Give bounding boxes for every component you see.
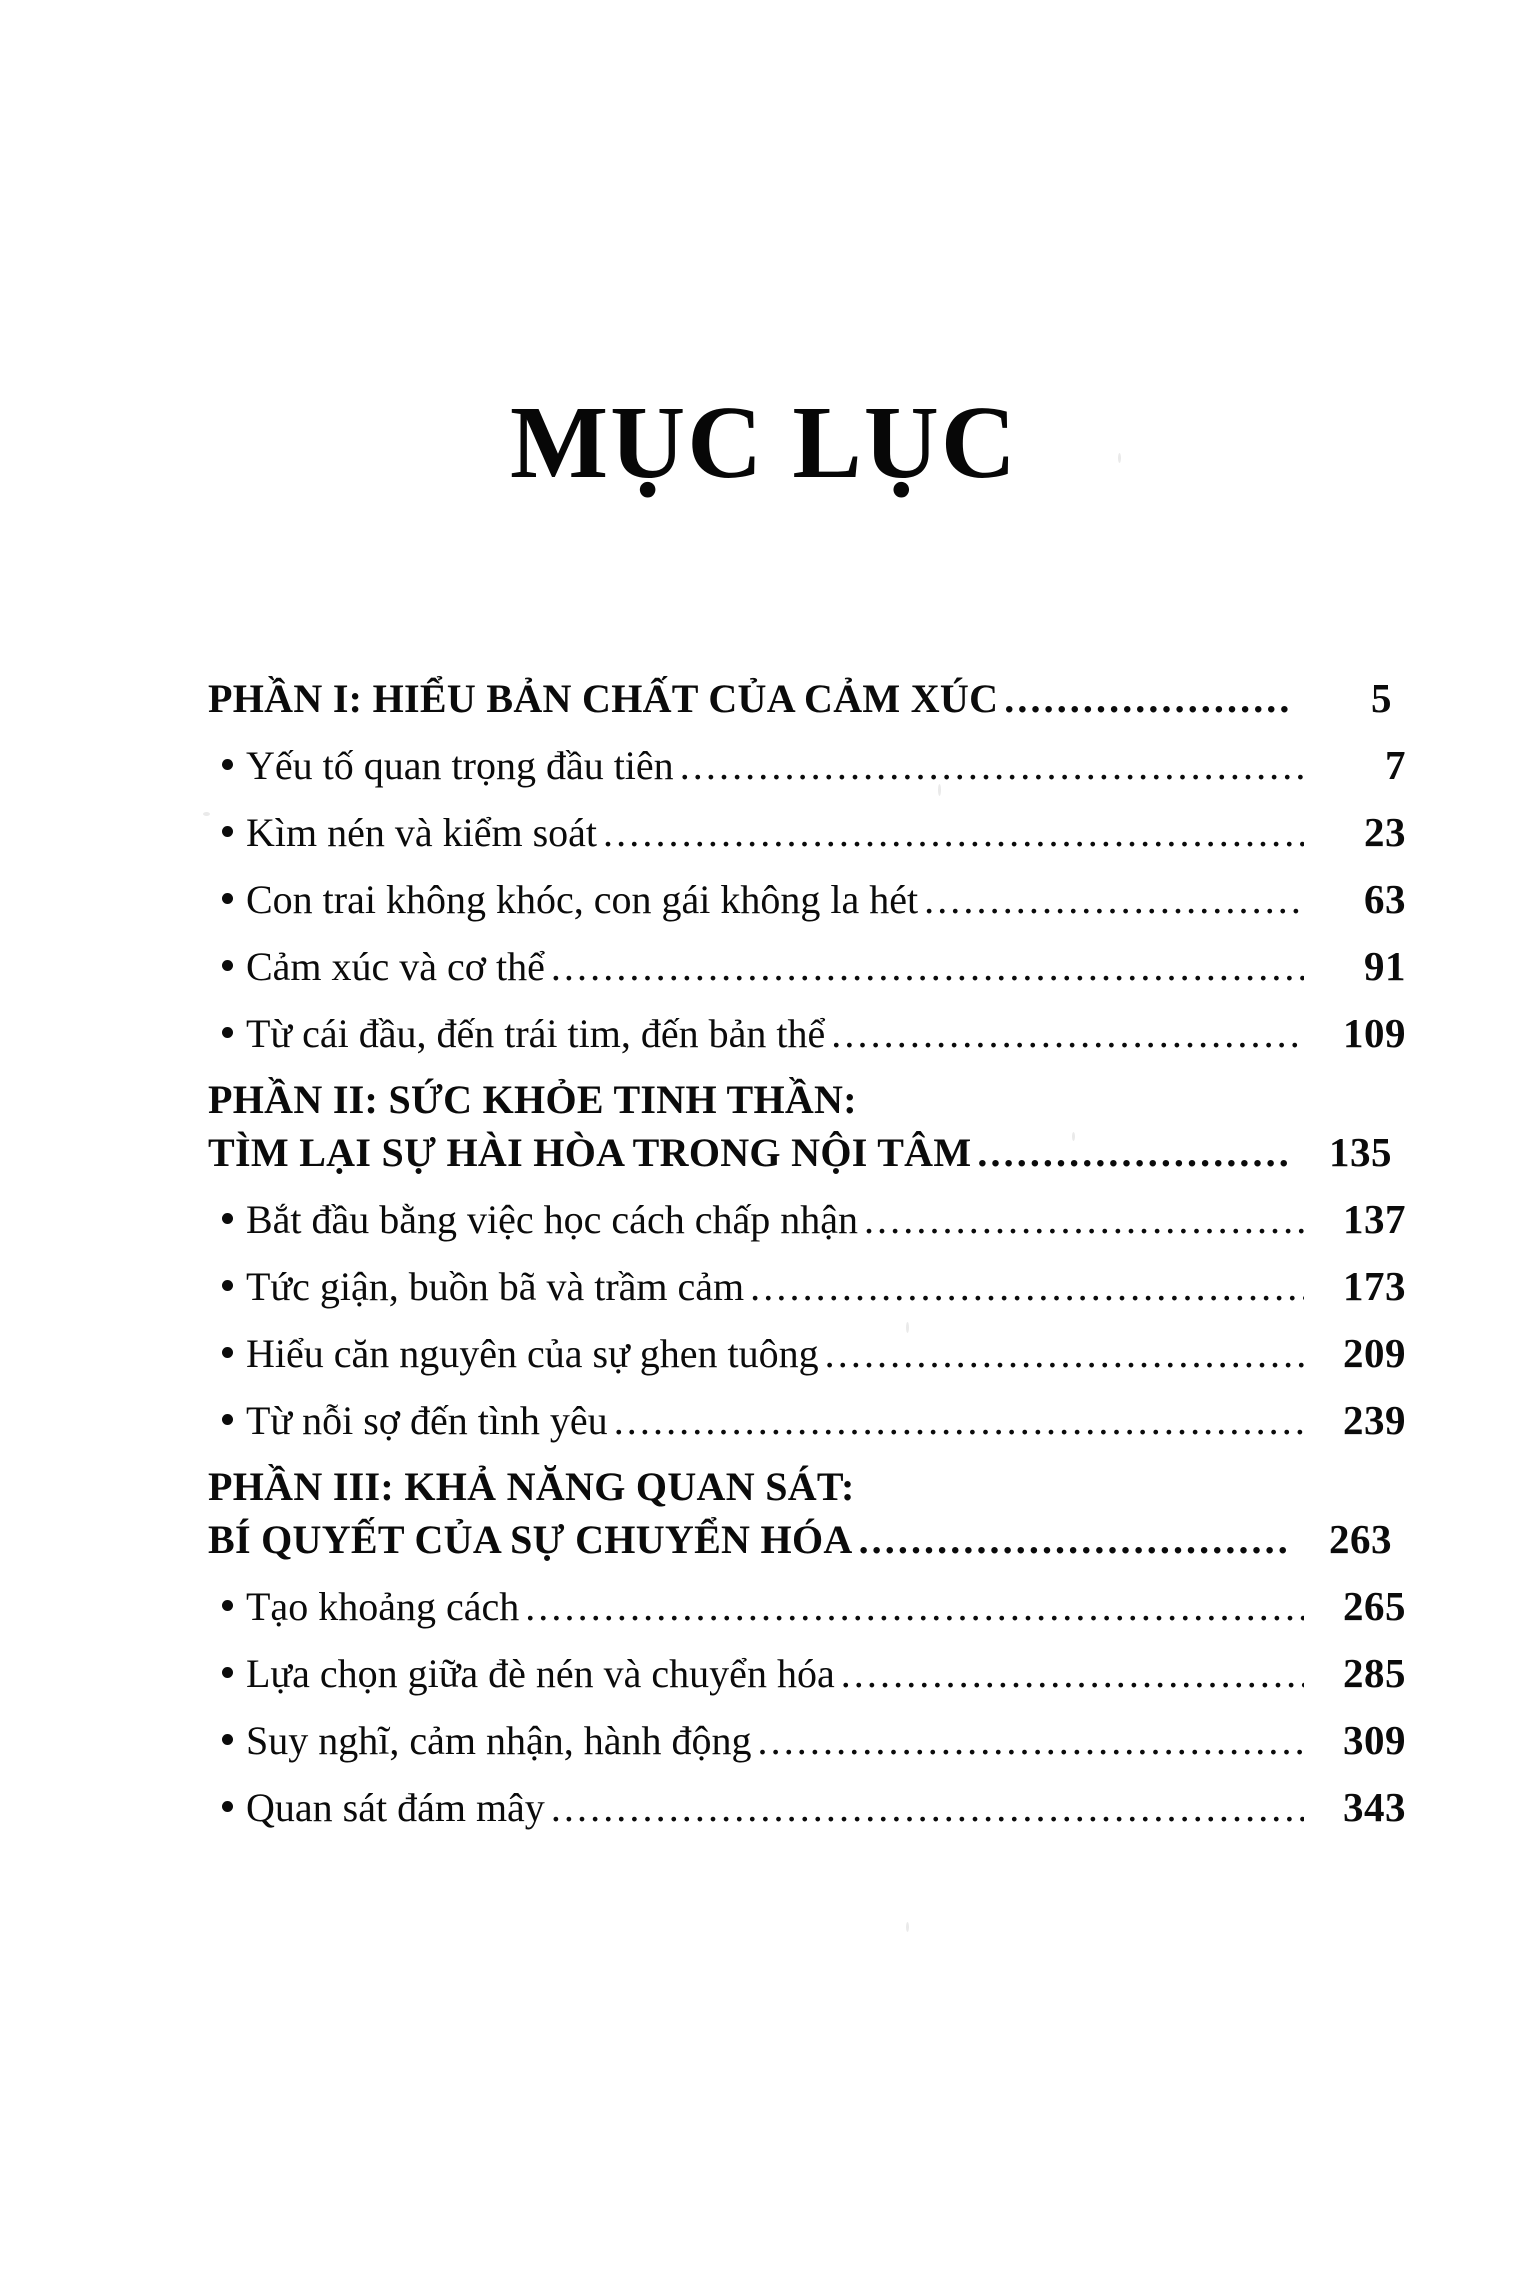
toc-entry-label: Từ cái đầu, đến trái tim, đến bản thể xyxy=(246,1011,826,1056)
toc-entry[interactable] xyxy=(208,1010,1406,1056)
toc-page-number: 263 xyxy=(1329,1516,1392,1562)
toc-page-number: 343 xyxy=(1343,1784,1406,1830)
toc-entry[interactable] xyxy=(208,1330,1406,1376)
table-of-contents xyxy=(208,675,1406,1830)
toc-part-label: BÍ QUYẾT CỦA SỰ CHUYỂN HÓA xyxy=(208,1517,853,1562)
dot-leader xyxy=(1004,679,1290,719)
toc-entry-label: Hiểu căn nguyên của sự ghen tuông xyxy=(246,1331,819,1376)
bullet-icon xyxy=(222,960,233,971)
toc-part-heading[interactable] xyxy=(208,1129,1392,1175)
toc-entry[interactable] xyxy=(208,876,1406,922)
dot-leader xyxy=(614,1401,1304,1441)
toc-page-number: 23 xyxy=(1364,809,1406,855)
dot-leader xyxy=(750,1267,1304,1307)
toc-part-label: PHẦN I: HIỂU BẢN CHẤT CỦA CẢM XÚC xyxy=(208,676,999,721)
toc-part-heading[interactable] xyxy=(208,675,1392,721)
dot-leader xyxy=(680,746,1304,786)
toc-page-number: 285 xyxy=(1343,1650,1406,1696)
toc-part-heading[interactable] xyxy=(208,1464,1392,1509)
toc-page-number: 63 xyxy=(1364,876,1406,922)
toc-entry[interactable] xyxy=(208,1196,1406,1242)
bullet-icon xyxy=(222,1280,233,1291)
toc-page-number: 239 xyxy=(1343,1397,1406,1443)
bullet-icon xyxy=(222,1734,233,1745)
toc-page-number: 265 xyxy=(1343,1583,1406,1629)
toc-entry-label: Bắt đầu bằng việc học cách chấp nhận xyxy=(246,1197,858,1242)
dot-leader xyxy=(825,1334,1304,1374)
paper-speck xyxy=(906,1922,909,1932)
bullet-icon xyxy=(222,1213,233,1224)
toc-page-number: 173 xyxy=(1343,1263,1406,1309)
toc-page-number: 91 xyxy=(1364,943,1406,989)
toc-entry[interactable] xyxy=(208,742,1406,788)
toc-entry[interactable] xyxy=(208,1650,1406,1696)
dot-leader xyxy=(924,880,1304,920)
toc-entry[interactable] xyxy=(208,1717,1406,1763)
dot-leader xyxy=(525,1587,1304,1627)
toc-page-number: 135 xyxy=(1329,1129,1392,1175)
bullet-icon xyxy=(222,759,233,770)
toc-entry-label: Suy nghĩ, cảm nhận, hành động xyxy=(246,1718,752,1763)
toc-entry[interactable] xyxy=(208,1583,1406,1629)
toc-entry-label: Quan sát đám mây xyxy=(246,1785,545,1830)
toc-entry[interactable] xyxy=(208,1397,1406,1443)
toc-entry-label: Con trai không khóc, con gái không la hét xyxy=(246,877,919,922)
dot-leader xyxy=(864,1200,1304,1240)
toc-part-label: PHẦN III: KHẢ NĂNG QUAN SÁT: xyxy=(208,1464,855,1509)
dot-leader xyxy=(551,1788,1304,1828)
dot-leader xyxy=(841,1654,1304,1694)
toc-part-label: PHẦN II: SỨC KHỎE TINH THẦN: xyxy=(208,1077,857,1122)
toc-part-label: TÌM LẠI SỰ HÀI HÒA TRONG NỘI TÂM xyxy=(208,1130,972,1175)
toc-entry-label: Lựa chọn giữa đè nén và chuyển hóa xyxy=(246,1651,835,1696)
toc-page-number: 7 xyxy=(1385,742,1406,788)
toc-entry-label: Tạo khoảng cách xyxy=(246,1584,520,1629)
toc-entry[interactable] xyxy=(208,943,1406,989)
toc-part-heading[interactable] xyxy=(208,1077,1392,1122)
dot-leader xyxy=(551,947,1304,987)
toc-page-number: 309 xyxy=(1343,1717,1406,1763)
toc-entry-label: Cảm xúc và cơ thể xyxy=(246,944,545,989)
toc-page-number: 5 xyxy=(1371,675,1392,721)
bullet-icon xyxy=(222,893,233,904)
bullet-icon xyxy=(222,1027,233,1038)
bullet-icon xyxy=(222,1667,233,1678)
dot-leader xyxy=(977,1133,1290,1173)
bullet-icon xyxy=(222,1347,233,1358)
bullet-icon xyxy=(222,1801,233,1812)
toc-entry[interactable] xyxy=(208,1784,1406,1830)
toc-entry-label: Tức giận, buồn bã và trầm cảm xyxy=(246,1264,745,1309)
dot-leader xyxy=(859,1520,1290,1560)
toc-part-heading[interactable] xyxy=(208,1516,1392,1562)
bullet-icon xyxy=(222,826,233,837)
dot-leader xyxy=(603,813,1304,853)
bullet-icon xyxy=(222,1414,233,1425)
dot-leader xyxy=(831,1014,1304,1054)
toc-entry-label: Yếu tố quan trọng đầu tiên xyxy=(246,743,674,788)
page-title: MỤC LỤC xyxy=(510,384,1018,500)
toc-entry[interactable] xyxy=(208,1263,1406,1309)
toc-page-number: 209 xyxy=(1343,1330,1406,1376)
toc-page-number: 109 xyxy=(1343,1010,1406,1056)
dot-leader xyxy=(758,1721,1305,1761)
toc-entry-label: Kìm nén và kiểm soát xyxy=(246,810,598,855)
toc-entry-label: Từ nỗi sợ đến tình yêu xyxy=(246,1398,608,1443)
toc-page-number: 137 xyxy=(1343,1196,1406,1242)
bullet-icon xyxy=(222,1600,233,1611)
toc-entry[interactable] xyxy=(208,809,1406,855)
